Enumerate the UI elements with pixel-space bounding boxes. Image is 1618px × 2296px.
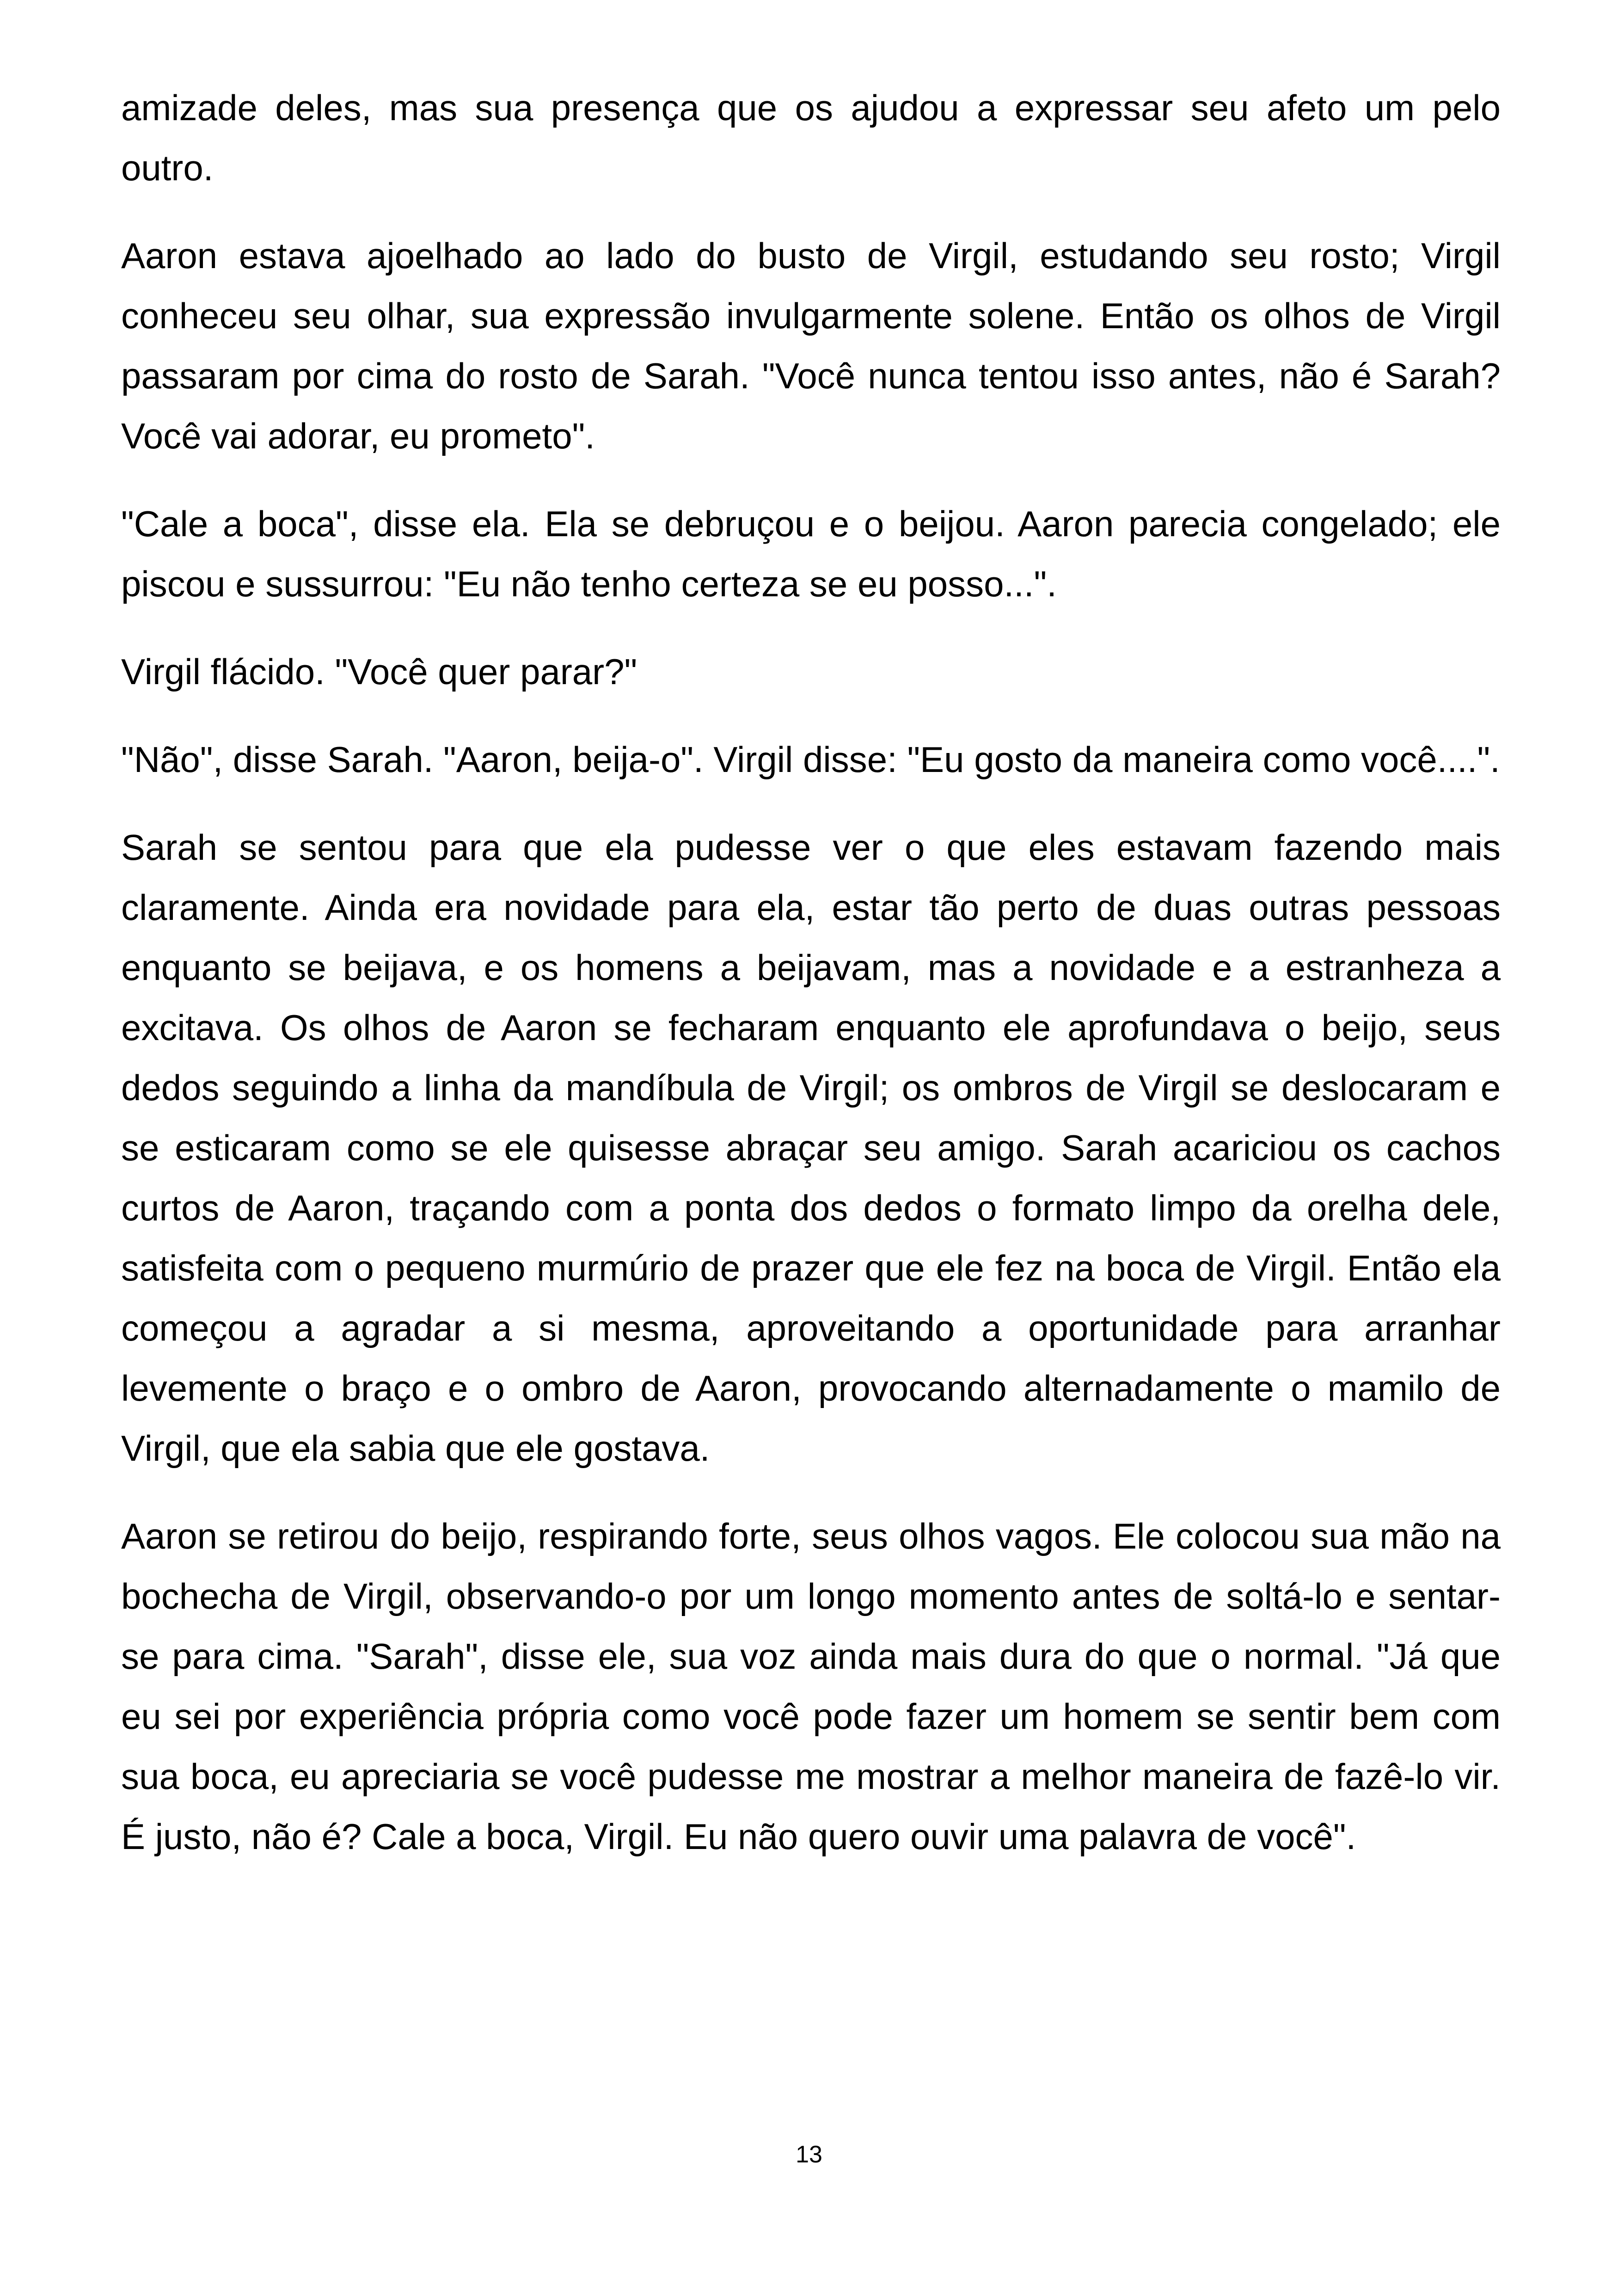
paragraph-7: Aaron se retirou do beijo, respirando forte, seus olhos vagos. Ele colocou sua mão na bochecha de Virgil, observando-o por um longo momento antes de soltá-lo e sentar-se para cima. "Sarah", disse ele, sua voz ainda mais dura do que o normal. "Já que eu sei por experiência própria como você pode fazer um homem se sentir bem com sua boca, eu apreciaria se você pudesse me mostrar a melhor maneira de fazê-lo vir. É justo, não é? Cale a boca, Virgil. Eu não quero ouvir uma palavra de você". <box>121 1516 1501 1857</box>
paragraph-6: Sarah se sentou para que ela pudesse ver o que eles estavam fazendo mais claramente. Ainda era novidade para ela, estar tão perto de duas outras pessoas enquanto se beijava, e os homens a beijavam, mas a novidade e a estranheza a excitava. Os olhos de Aaron se fecharam enquanto ele aprofundava o beijo, seus dedos seguindo a linha da mandíbula de Virgil; os ombros de Virgil se deslocaram e se esticaram como se ele quisesse abraçar seu amigo. Sarah acariciou os cachos curtos de Aaron, traçando com a ponta dos dedos o formato limpo da orelha dele, satisfeita com o pequeno murmúrio de prazer que ele fez na boca de Virgil. Então ela começou a agradar a si mesma, aproveitando a oportunidade para arranhar levemente o braço e o ombro de Aaron, provocando alternadamente o mamilo de Virgil, que ela sabia que ele gostava. <box>121 827 1501 1469</box>
paragraph-2: Aaron estava ajoelhado ao lado do busto de Virgil, estudando seu rosto; Virgil conheceu seu olhar, sua expressão invulgarmente solene. Então os olhos de Virgil passaram por cima do rosto de Sarah. "Você nunca tentou isso antes, não é Sarah? Você vai adorar, eu prometo". <box>121 235 1501 456</box>
paragraph-1: amizade deles, mas sua presença que os ajudou a expressar seu afeto um pelo outro. <box>121 87 1501 188</box>
paragraph-5: "Não", disse Sarah. "Aaron, beija-o". Virgil disse: "Eu gosto da maneira como você....". <box>121 739 1500 780</box>
page-body <box>121 78 1501 1894</box>
paragraph-4: Virgil flácido. "Você quer parar?" <box>121 651 637 692</box>
page-number: 13 <box>796 2141 822 2168</box>
paragraph-3: "Cale a boca", disse ela. Ela se debruçou e o beijou. Aaron parecia congelado; ele piscou e sussurrou: "Eu não tenho certeza se eu posso...". <box>121 503 1501 604</box>
